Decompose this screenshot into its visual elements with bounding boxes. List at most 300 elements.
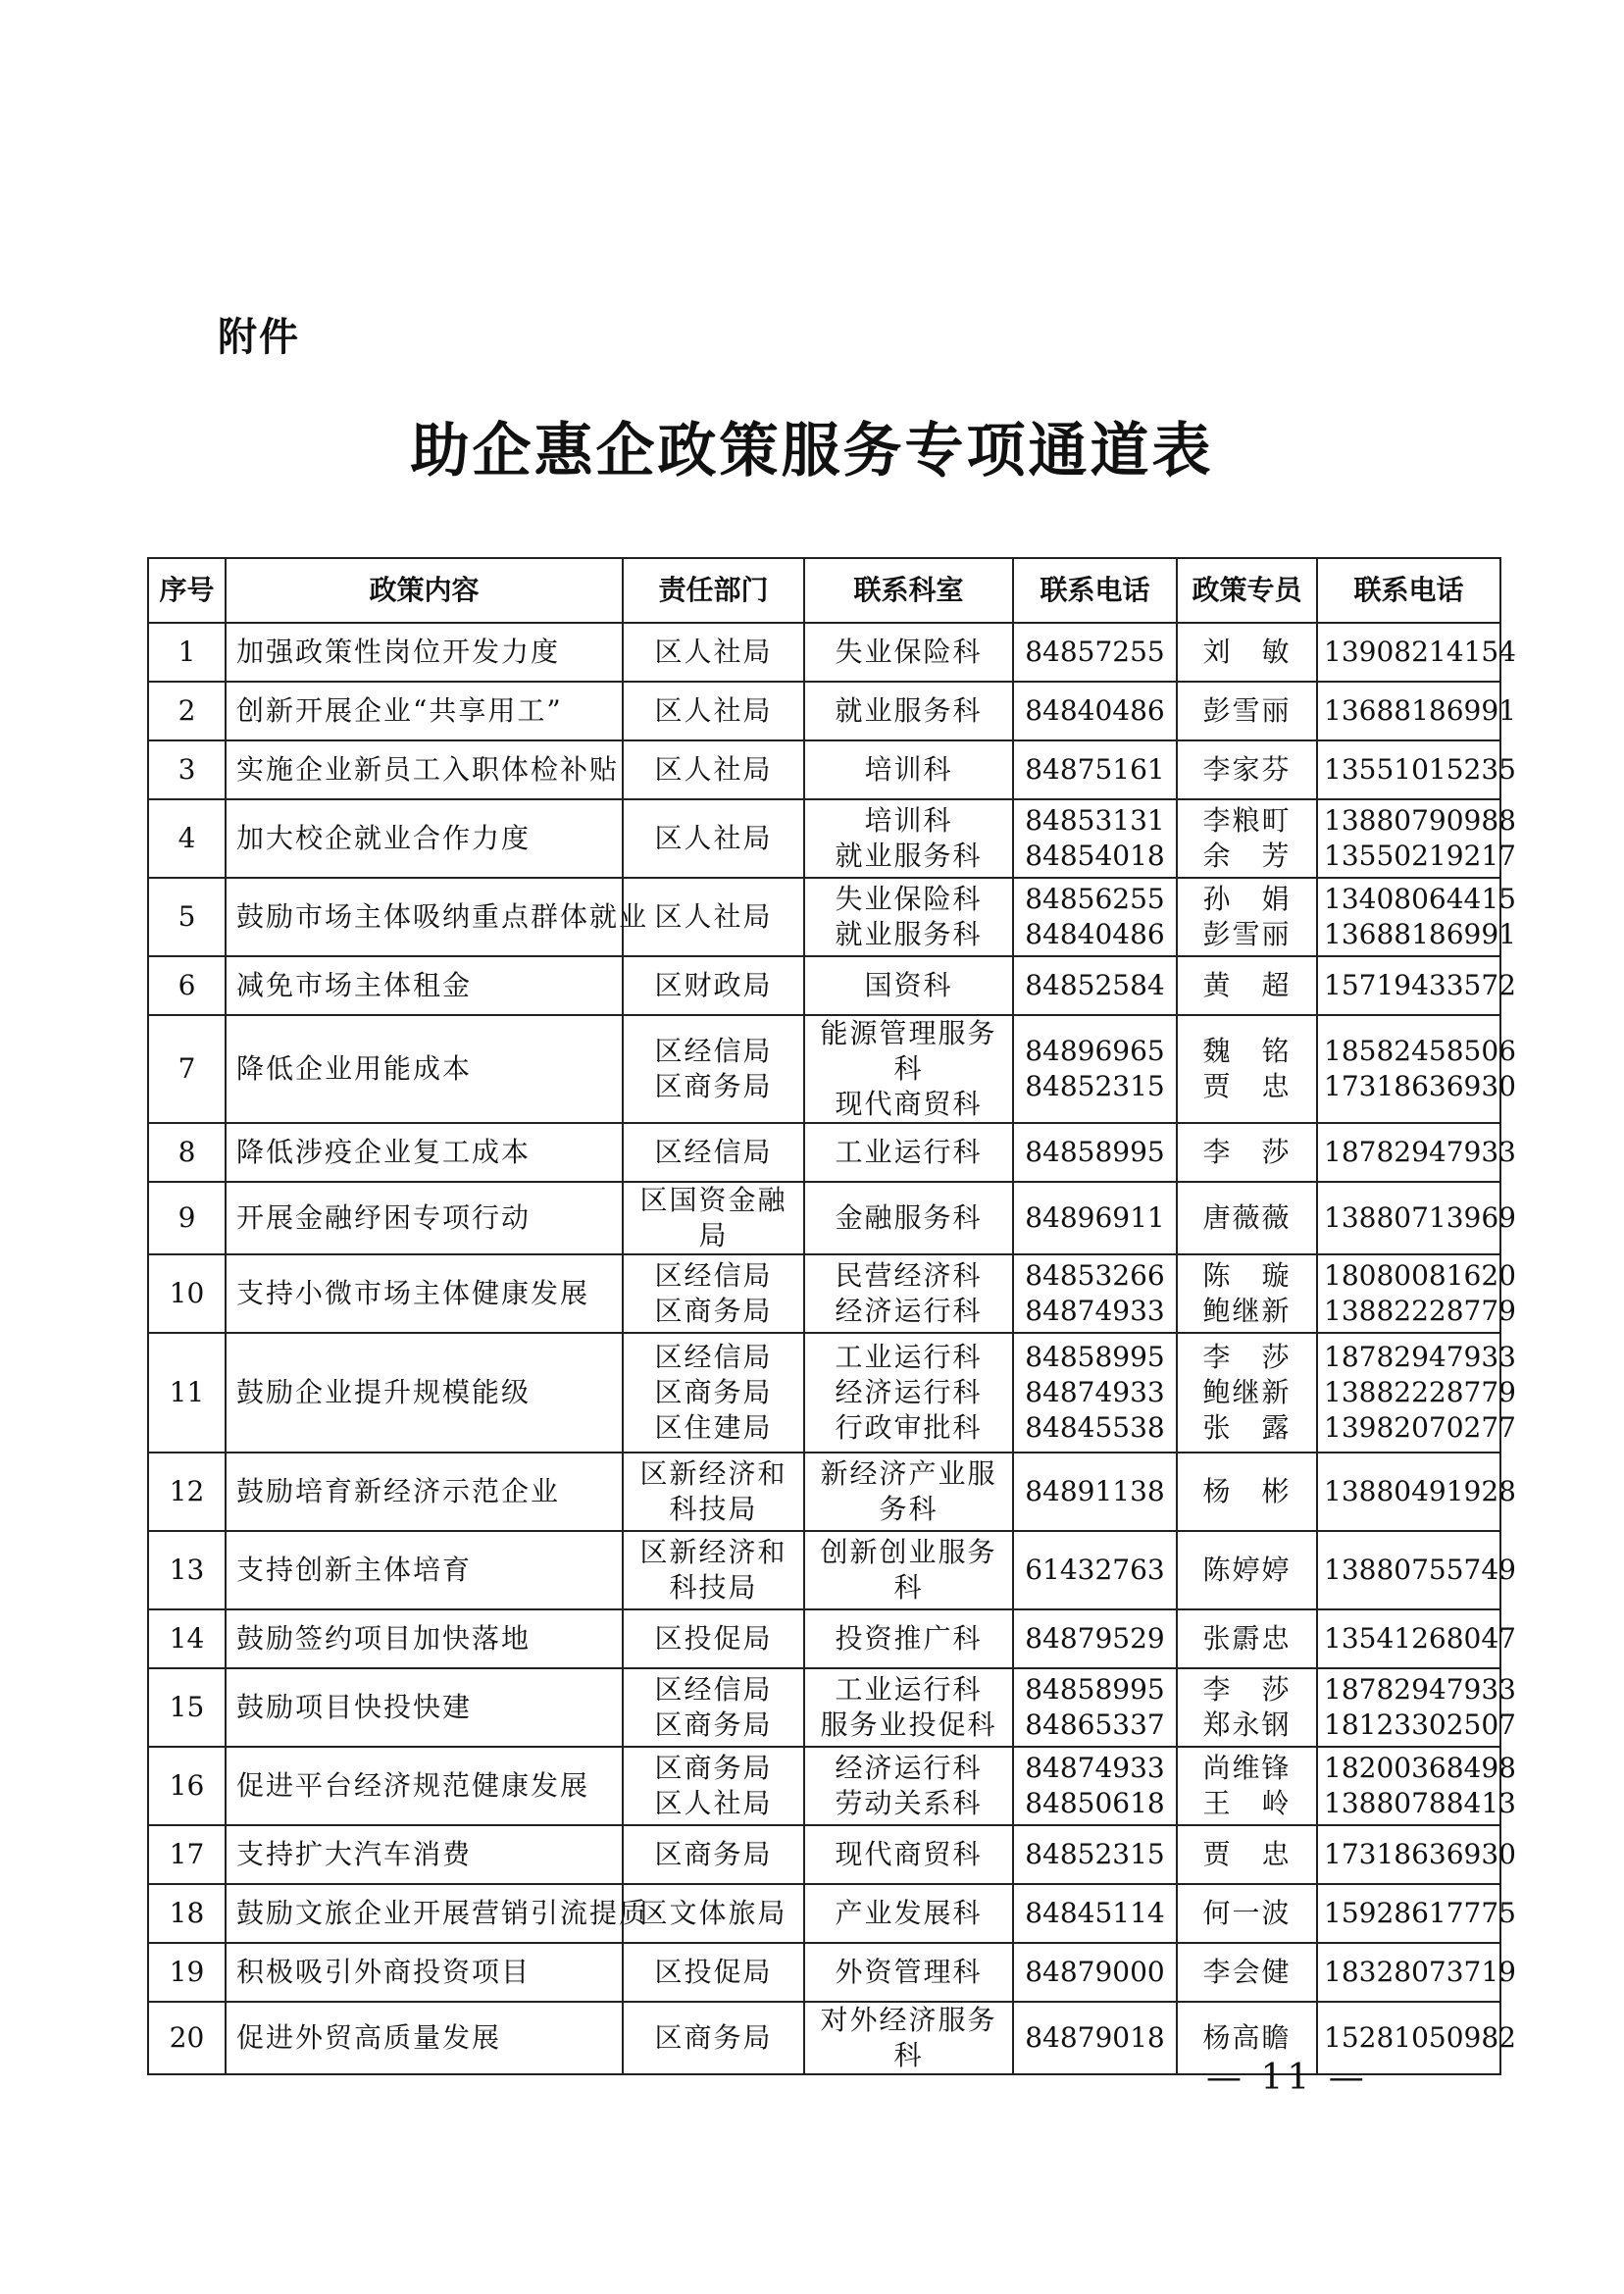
cell-officer (1177, 1123, 1317, 1182)
cell-officer-line: 鲍继新 (1202, 1295, 1292, 1327)
cell-dept (623, 1123, 804, 1182)
cell-mobile (1317, 623, 1516, 682)
cell-no (148, 1609, 226, 1668)
cell-mobile (1317, 1668, 1516, 1747)
cell-mobile (1317, 878, 1516, 956)
cell-no (148, 1015, 226, 1123)
cell-policy-text: 鼓励企业提升规模能级 (236, 1376, 532, 1408)
cell-no-text: 17 (169, 1838, 205, 1870)
table-header-row (148, 558, 1500, 623)
cell-dept-line: 区经信局 (654, 1136, 773, 1168)
cell-office (804, 878, 1013, 956)
cell-policy (226, 1254, 623, 1333)
cell-no (148, 1453, 226, 1531)
cell-office (804, 1884, 1013, 1943)
cell-office-line: 工业运行科 (835, 1341, 983, 1373)
cell-policy-text: 减免市场主体租金 (236, 969, 473, 1001)
cell-officer-line: 孙 娟 (1202, 883, 1292, 915)
cell-officer (1177, 623, 1317, 682)
cell-policy (226, 878, 649, 956)
cell-mobile (1317, 1254, 1516, 1333)
cell-policy-text: 开展金融纾困专项行动 (236, 1201, 532, 1234)
cell-policy-text: 实施企业新员工入职体检补贴 (236, 753, 620, 786)
cell-policy-text: 促进外贸高质量发展 (236, 2021, 502, 2054)
cell-no (148, 623, 226, 682)
cell-office-line: 经济运行科 (835, 1376, 983, 1408)
cell-office (804, 1531, 1013, 1609)
table-row (148, 1453, 1500, 1531)
cell-office (804, 623, 1013, 682)
cell-mobile-line: 13908214154 (1324, 636, 1516, 668)
cell-dept-line: 区人社局 (654, 900, 773, 933)
cell-policy-text: 支持扩大汽车消费 (236, 1838, 473, 1870)
table-row (148, 623, 1500, 682)
cell-office-line: 就业服务科 (835, 694, 983, 727)
header-phone: 联系电话 (1013, 558, 1177, 623)
cell-phone (1013, 1254, 1177, 1333)
cell-mobile-line: 18080081620 (1324, 1259, 1516, 1292)
cell-no (148, 1123, 226, 1182)
cell-office-line: 投资推广科 (835, 1622, 983, 1655)
cell-office-line: 对外经济服务科 (820, 2004, 997, 2071)
cell-dept (623, 1531, 804, 1609)
cell-mobile-line: 13880755749 (1324, 1554, 1516, 1586)
cell-phone-line: 84874933 (1025, 1752, 1165, 1784)
cell-mobile-line: 15928617775 (1324, 1897, 1516, 1929)
cell-dept-line: 区人社局 (654, 1787, 773, 1819)
cell-office (804, 682, 1013, 740)
cell-no (148, 1884, 226, 1943)
cell-officer-line: 李家芬 (1202, 753, 1292, 786)
cell-phone-line: 84874933 (1025, 1295, 1165, 1327)
cell-policy (226, 1015, 623, 1123)
cell-dept-line: 区投促局 (654, 1622, 773, 1655)
document-title: 助企惠企政策服务专项通道表 (410, 417, 1214, 485)
cell-policy-text: 加大校企就业合作力度 (236, 822, 532, 854)
cell-mobile-line: 13982070277 (1324, 1411, 1516, 1444)
cell-office-line: 服务业投促科 (820, 1708, 997, 1741)
cell-phone (1013, 1015, 1177, 1123)
cell-phone-line: 84874933 (1025, 1376, 1165, 1408)
table-row (148, 1884, 1500, 1943)
cell-phone (1013, 1453, 1177, 1531)
cell-policy (226, 1884, 649, 1943)
cell-office-line: 创新创业服务科 (820, 1536, 997, 1604)
cell-officer-line: 杨高瞻 (1202, 2021, 1292, 2054)
cell-office-line: 工业运行科 (835, 1136, 983, 1168)
cell-policy-text: 促进平台经济规范健康发展 (236, 1769, 590, 1802)
cell-dept (623, 878, 804, 956)
cell-phone-line: 84840486 (1025, 918, 1165, 950)
cell-dept-line: 区新经济和科技局 (639, 1457, 787, 1525)
cell-officer-line: 黄 超 (1202, 969, 1292, 1001)
cell-office-line: 能源管理服务科 (820, 1017, 997, 1085)
cell-phone (1013, 1884, 1177, 1943)
cell-mobile (1317, 1825, 1516, 1884)
cell-phone-line: 84858995 (1025, 1136, 1165, 1168)
cell-phone (1013, 1123, 1177, 1182)
cell-policy-text: 鼓励培育新经济示范企业 (236, 1475, 561, 1507)
cell-officer-line: 尚维锋 (1202, 1752, 1292, 1784)
cell-policy (226, 799, 623, 878)
table-row (148, 1609, 1500, 1668)
cell-phone-line: 84879000 (1025, 1956, 1165, 1988)
table-row (148, 1747, 1500, 1825)
table-row (148, 1825, 1500, 1884)
cell-no (148, 1182, 226, 1254)
cell-office (804, 1182, 1013, 1254)
cell-phone-line: 84845114 (1025, 1897, 1165, 1929)
cell-policy (226, 2002, 623, 2074)
cell-policy-text: 支持创新主体培育 (236, 1554, 473, 1586)
cell-officer-line: 张霨忠 (1202, 1622, 1292, 1655)
cell-office (804, 2002, 1013, 2074)
table-row (148, 799, 1500, 878)
cell-officer-line: 鲍继新 (1202, 1376, 1292, 1408)
cell-policy-text: 积极吸引外商投资项目 (236, 1956, 532, 1988)
cell-policy-text: 鼓励文旅企业开展营销引流提质 (236, 1897, 649, 1929)
cell-officer (1177, 1825, 1317, 1884)
cell-mobile-line: 13408064415 (1324, 883, 1516, 915)
cell-officer-line: 李会健 (1202, 1956, 1292, 1988)
cell-phone (1013, 1333, 1177, 1453)
cell-no (148, 1747, 226, 1825)
cell-no-text: 12 (169, 1475, 205, 1507)
cell-no-text: 8 (178, 1136, 196, 1168)
cell-no (148, 2002, 226, 2074)
cell-officer (1177, 1453, 1317, 1531)
cell-phone-line: 84840486 (1025, 694, 1165, 727)
cell-officer-line: 陈婷婷 (1202, 1554, 1292, 1586)
cell-policy-text: 创新开展企业“共享用工” (236, 694, 563, 727)
cell-dept-line: 区新经济和科技局 (639, 1536, 787, 1604)
cell-phone-line: 84852584 (1025, 969, 1165, 1001)
cell-dept-line: 区商务局 (654, 1376, 773, 1408)
cell-dept (623, 1884, 804, 1943)
cell-policy (226, 1668, 623, 1747)
cell-mobile-line: 18123302507 (1324, 1708, 1516, 1741)
cell-office-line: 国资科 (864, 969, 953, 1001)
cell-phone (1013, 1747, 1177, 1825)
cell-office-line: 经济运行科 (835, 1752, 983, 1784)
cell-officer (1177, 1943, 1317, 2002)
cell-mobile-line: 18200368498 (1324, 1752, 1516, 1784)
cell-officer-line: 李 莎 (1202, 1136, 1292, 1168)
cell-office (804, 1254, 1013, 1333)
cell-phone-line: 84845538 (1025, 1411, 1165, 1444)
cell-phone (1013, 878, 1177, 956)
cell-office-line: 就业服务科 (835, 840, 983, 872)
cell-office (804, 1943, 1013, 2002)
cell-officer-line: 彭雪丽 (1202, 694, 1292, 727)
cell-no-text: 4 (178, 822, 196, 854)
cell-officer-line: 魏 铭 (1202, 1035, 1292, 1067)
cell-mobile-line: 18782947933 (1324, 1673, 1516, 1706)
cell-office (804, 1825, 1013, 1884)
cell-no-text: 6 (178, 969, 196, 1001)
cell-dept-line: 区投促局 (654, 1956, 773, 1988)
table-row (148, 740, 1500, 799)
header-office: 联系科室 (804, 558, 1013, 623)
cell-office-line: 外资管理科 (835, 1956, 983, 1988)
cell-policy (226, 740, 623, 799)
cell-phone-line: 84852315 (1025, 1070, 1165, 1102)
policy-table (147, 557, 1516, 2075)
cell-no-text: 15 (169, 1691, 205, 1723)
cell-dept-line: 区经信局 (654, 1341, 773, 1373)
table-body (148, 623, 1516, 2074)
cell-phone (1013, 799, 1177, 878)
cell-phone-line: 84879018 (1025, 2021, 1165, 2054)
cell-phone-line: 84856255 (1025, 883, 1165, 915)
cell-dept-line: 区住建局 (654, 1411, 773, 1444)
cell-no (148, 1943, 226, 2002)
cell-dept-line: 区人社局 (654, 694, 773, 727)
cell-mobile-line: 13882228779 (1324, 1376, 1516, 1408)
cell-officer (1177, 682, 1317, 740)
cell-policy (226, 1123, 623, 1182)
table-row (148, 1123, 1500, 1182)
cell-office-line: 现代商贸科 (835, 1838, 983, 1870)
cell-dept (623, 799, 804, 878)
cell-phone-line: 84850618 (1025, 1787, 1165, 1819)
cell-no-text: 5 (178, 900, 196, 933)
cell-phone (1013, 1531, 1177, 1609)
cell-officer-line: 李 莎 (1202, 1341, 1292, 1373)
cell-officer-line: 王 岭 (1202, 1787, 1292, 1819)
cell-policy (226, 623, 623, 682)
cell-mobile-line: 13688186991 (1324, 694, 1516, 727)
cell-phone-line: 84852315 (1025, 1838, 1165, 1870)
table-row (148, 1943, 1500, 2002)
cell-dept-line: 区商务局 (654, 1752, 773, 1784)
cell-dept-line: 区商务局 (654, 1838, 773, 1870)
cell-dept (623, 1825, 804, 1884)
cell-no-text: 18 (169, 1897, 205, 1929)
cell-office-line: 培训科 (864, 753, 953, 786)
cell-officer-line: 李 莎 (1202, 1673, 1292, 1706)
cell-dept-line: 区国资金融局 (639, 1184, 787, 1251)
cell-phone-line: 61432763 (1025, 1554, 1165, 1586)
cell-office-line: 新经济产业服务科 (820, 1457, 997, 1525)
cell-no-text: 2 (178, 694, 196, 727)
cell-dept (623, 1943, 804, 2002)
cell-phone (1013, 2002, 1177, 2074)
header-dept: 责任部门 (623, 558, 804, 623)
cell-office-line: 金融服务科 (835, 1201, 983, 1234)
table-row (148, 1668, 1500, 1747)
cell-dept-line: 区人社局 (654, 822, 773, 854)
cell-office (804, 799, 1013, 878)
cell-officer-line: 李粮町 (1202, 804, 1292, 837)
cell-policy-text: 鼓励项目快投快建 (236, 1691, 473, 1723)
cell-officer (1177, 799, 1317, 878)
cell-office (804, 1668, 1013, 1747)
cell-mobile-line: 18782947933 (1324, 1341, 1516, 1373)
cell-officer (1177, 1884, 1317, 1943)
cell-office-line: 民营经济科 (835, 1259, 983, 1292)
cell-mobile-line: 13882228779 (1324, 1295, 1516, 1327)
cell-officer (1177, 1182, 1317, 1254)
table-row (148, 1182, 1500, 1254)
cell-dept (623, 2002, 804, 2074)
cell-dept-line: 区经信局 (654, 1673, 773, 1706)
cell-officer-line: 陈 璇 (1202, 1259, 1292, 1292)
cell-dept-line: 区商务局 (654, 1295, 773, 1327)
cell-policy (226, 1943, 623, 2002)
cell-mobile-line: 18328073719 (1324, 1956, 1516, 1988)
cell-phone (1013, 623, 1177, 682)
cell-mobile-line: 15719433572 (1324, 969, 1516, 1001)
cell-office (804, 740, 1013, 799)
cell-policy (226, 956, 623, 1015)
cell-office-line: 失业保险科 (835, 636, 983, 668)
cell-mobile (1317, 1333, 1516, 1453)
cell-no (148, 878, 226, 956)
cell-policy-text: 降低企业用能成本 (236, 1052, 473, 1085)
cell-mobile (1317, 1453, 1516, 1531)
table-row (148, 1531, 1500, 1609)
cell-dept (623, 1609, 804, 1668)
table-row (148, 956, 1500, 1015)
table-row (148, 1015, 1500, 1123)
cell-office (804, 1747, 1013, 1825)
cell-no (148, 1254, 226, 1333)
cell-officer-line: 杨 彬 (1202, 1475, 1292, 1507)
cell-policy (226, 1825, 623, 1884)
cell-mobile-line: 13880788413 (1324, 1787, 1516, 1819)
cell-policy-text: 鼓励市场主体吸纳重点群体就业 (236, 900, 649, 933)
cell-phone (1013, 1943, 1177, 2002)
cell-policy (226, 1453, 623, 1531)
cell-dept (623, 1668, 804, 1747)
cell-mobile (1317, 1531, 1516, 1609)
cell-no-text: 3 (178, 753, 196, 786)
cell-officer-line: 刘 敏 (1202, 636, 1292, 668)
cell-mobile-line: 13880713969 (1324, 1201, 1516, 1234)
table-row (148, 1254, 1500, 1333)
cell-officer (1177, 956, 1317, 1015)
cell-mobile (1317, 1884, 1516, 1943)
cell-no (148, 1333, 226, 1453)
cell-policy-text: 鼓励签约项目加快落地 (236, 1622, 532, 1655)
cell-mobile (1317, 1182, 1516, 1254)
cell-policy (226, 682, 623, 740)
cell-dept (623, 682, 804, 740)
cell-phone-line: 84896965 (1025, 1035, 1165, 1067)
cell-mobile-line: 13688186991 (1324, 918, 1516, 950)
cell-phone (1013, 1668, 1177, 1747)
cell-office-line: 行政审批科 (835, 1411, 983, 1444)
header-policy: 政策内容 (226, 558, 623, 623)
cell-officer-line: 贾 忠 (1202, 1838, 1292, 1870)
cell-dept (623, 1747, 804, 1825)
cell-no (148, 956, 226, 1015)
cell-mobile (1317, 682, 1516, 740)
cell-dept (623, 1015, 804, 1123)
cell-dept (623, 1333, 804, 1453)
cell-dept-line: 区人社局 (654, 753, 773, 786)
cell-officer-line: 彭雪丽 (1202, 918, 1292, 950)
cell-no (148, 1825, 226, 1884)
cell-no (148, 682, 226, 740)
cell-mobile (1317, 1609, 1516, 1668)
cell-phone-line: 84853131 (1025, 804, 1165, 837)
table-row (148, 1333, 1500, 1453)
cell-officer (1177, 1609, 1317, 1668)
cell-phone (1013, 740, 1177, 799)
cell-dept-line: 区经信局 (654, 1035, 773, 1067)
cell-phone-line: 84896911 (1025, 1201, 1165, 1234)
header-no: 序号 (148, 558, 226, 623)
cell-no (148, 1668, 226, 1747)
cell-phone-line: 84875161 (1025, 753, 1165, 786)
cell-mobile (1317, 1015, 1516, 1123)
cell-mobile-line: 13880790988 (1324, 804, 1516, 837)
cell-no-text: 1 (178, 636, 196, 668)
cell-phone (1013, 682, 1177, 740)
cell-dept (623, 1453, 804, 1531)
cell-dept (623, 1182, 804, 1254)
cell-mobile (1317, 1747, 1516, 1825)
cell-phone (1013, 1609, 1177, 1668)
cell-policy (226, 1531, 623, 1609)
cell-dept (623, 956, 804, 1015)
cell-officer (1177, 1333, 1317, 1453)
cell-no-text: 16 (169, 1769, 205, 1802)
cell-dept-line: 区商务局 (654, 2021, 773, 2054)
cell-mobile-line: 17318636930 (1324, 1070, 1516, 1102)
cell-no-text: 19 (169, 1956, 205, 1988)
cell-officer (1177, 1531, 1317, 1609)
cell-no-text: 7 (178, 1052, 196, 1085)
cell-policy (226, 1333, 623, 1453)
cell-officer (1177, 1747, 1317, 1825)
cell-no (148, 799, 226, 878)
cell-policy (226, 1182, 623, 1254)
cell-no-text: 9 (178, 1201, 196, 1234)
table-row (148, 682, 1500, 740)
cell-office (804, 1123, 1013, 1182)
cell-phone (1013, 1825, 1177, 1884)
cell-phone (1013, 1182, 1177, 1254)
cell-dept (623, 623, 804, 682)
cell-dept-line: 区财政局 (654, 969, 773, 1001)
cell-no-text: 11 (169, 1376, 205, 1408)
page-number: — 11 — (1206, 2058, 1368, 2098)
cell-policy-text: 支持小微市场主体健康发展 (236, 1277, 590, 1309)
cell-no-text: 13 (169, 1554, 205, 1586)
cell-office (804, 956, 1013, 1015)
cell-office-line: 现代商贸科 (835, 1088, 983, 1120)
cell-policy (226, 1609, 623, 1668)
cell-office (804, 1333, 1013, 1453)
cell-phone (1013, 956, 1177, 1015)
cell-policy (226, 1747, 623, 1825)
cell-office-line: 失业保险科 (835, 883, 983, 915)
cell-officer (1177, 1668, 1317, 1747)
cell-mobile (1317, 799, 1516, 878)
cell-phone-line: 84853266 (1025, 1259, 1165, 1292)
cell-mobile-line: 13551015235 (1324, 753, 1516, 786)
cell-officer-line: 何一波 (1202, 1897, 1292, 1929)
cell-officer-line: 贾 忠 (1202, 1070, 1292, 1102)
cell-no (148, 1531, 226, 1609)
cell-office-line: 就业服务科 (835, 918, 983, 950)
cell-mobile-line: 17318636930 (1324, 1838, 1516, 1870)
cell-officer (1177, 1254, 1317, 1333)
cell-office-line: 工业运行科 (835, 1673, 983, 1706)
